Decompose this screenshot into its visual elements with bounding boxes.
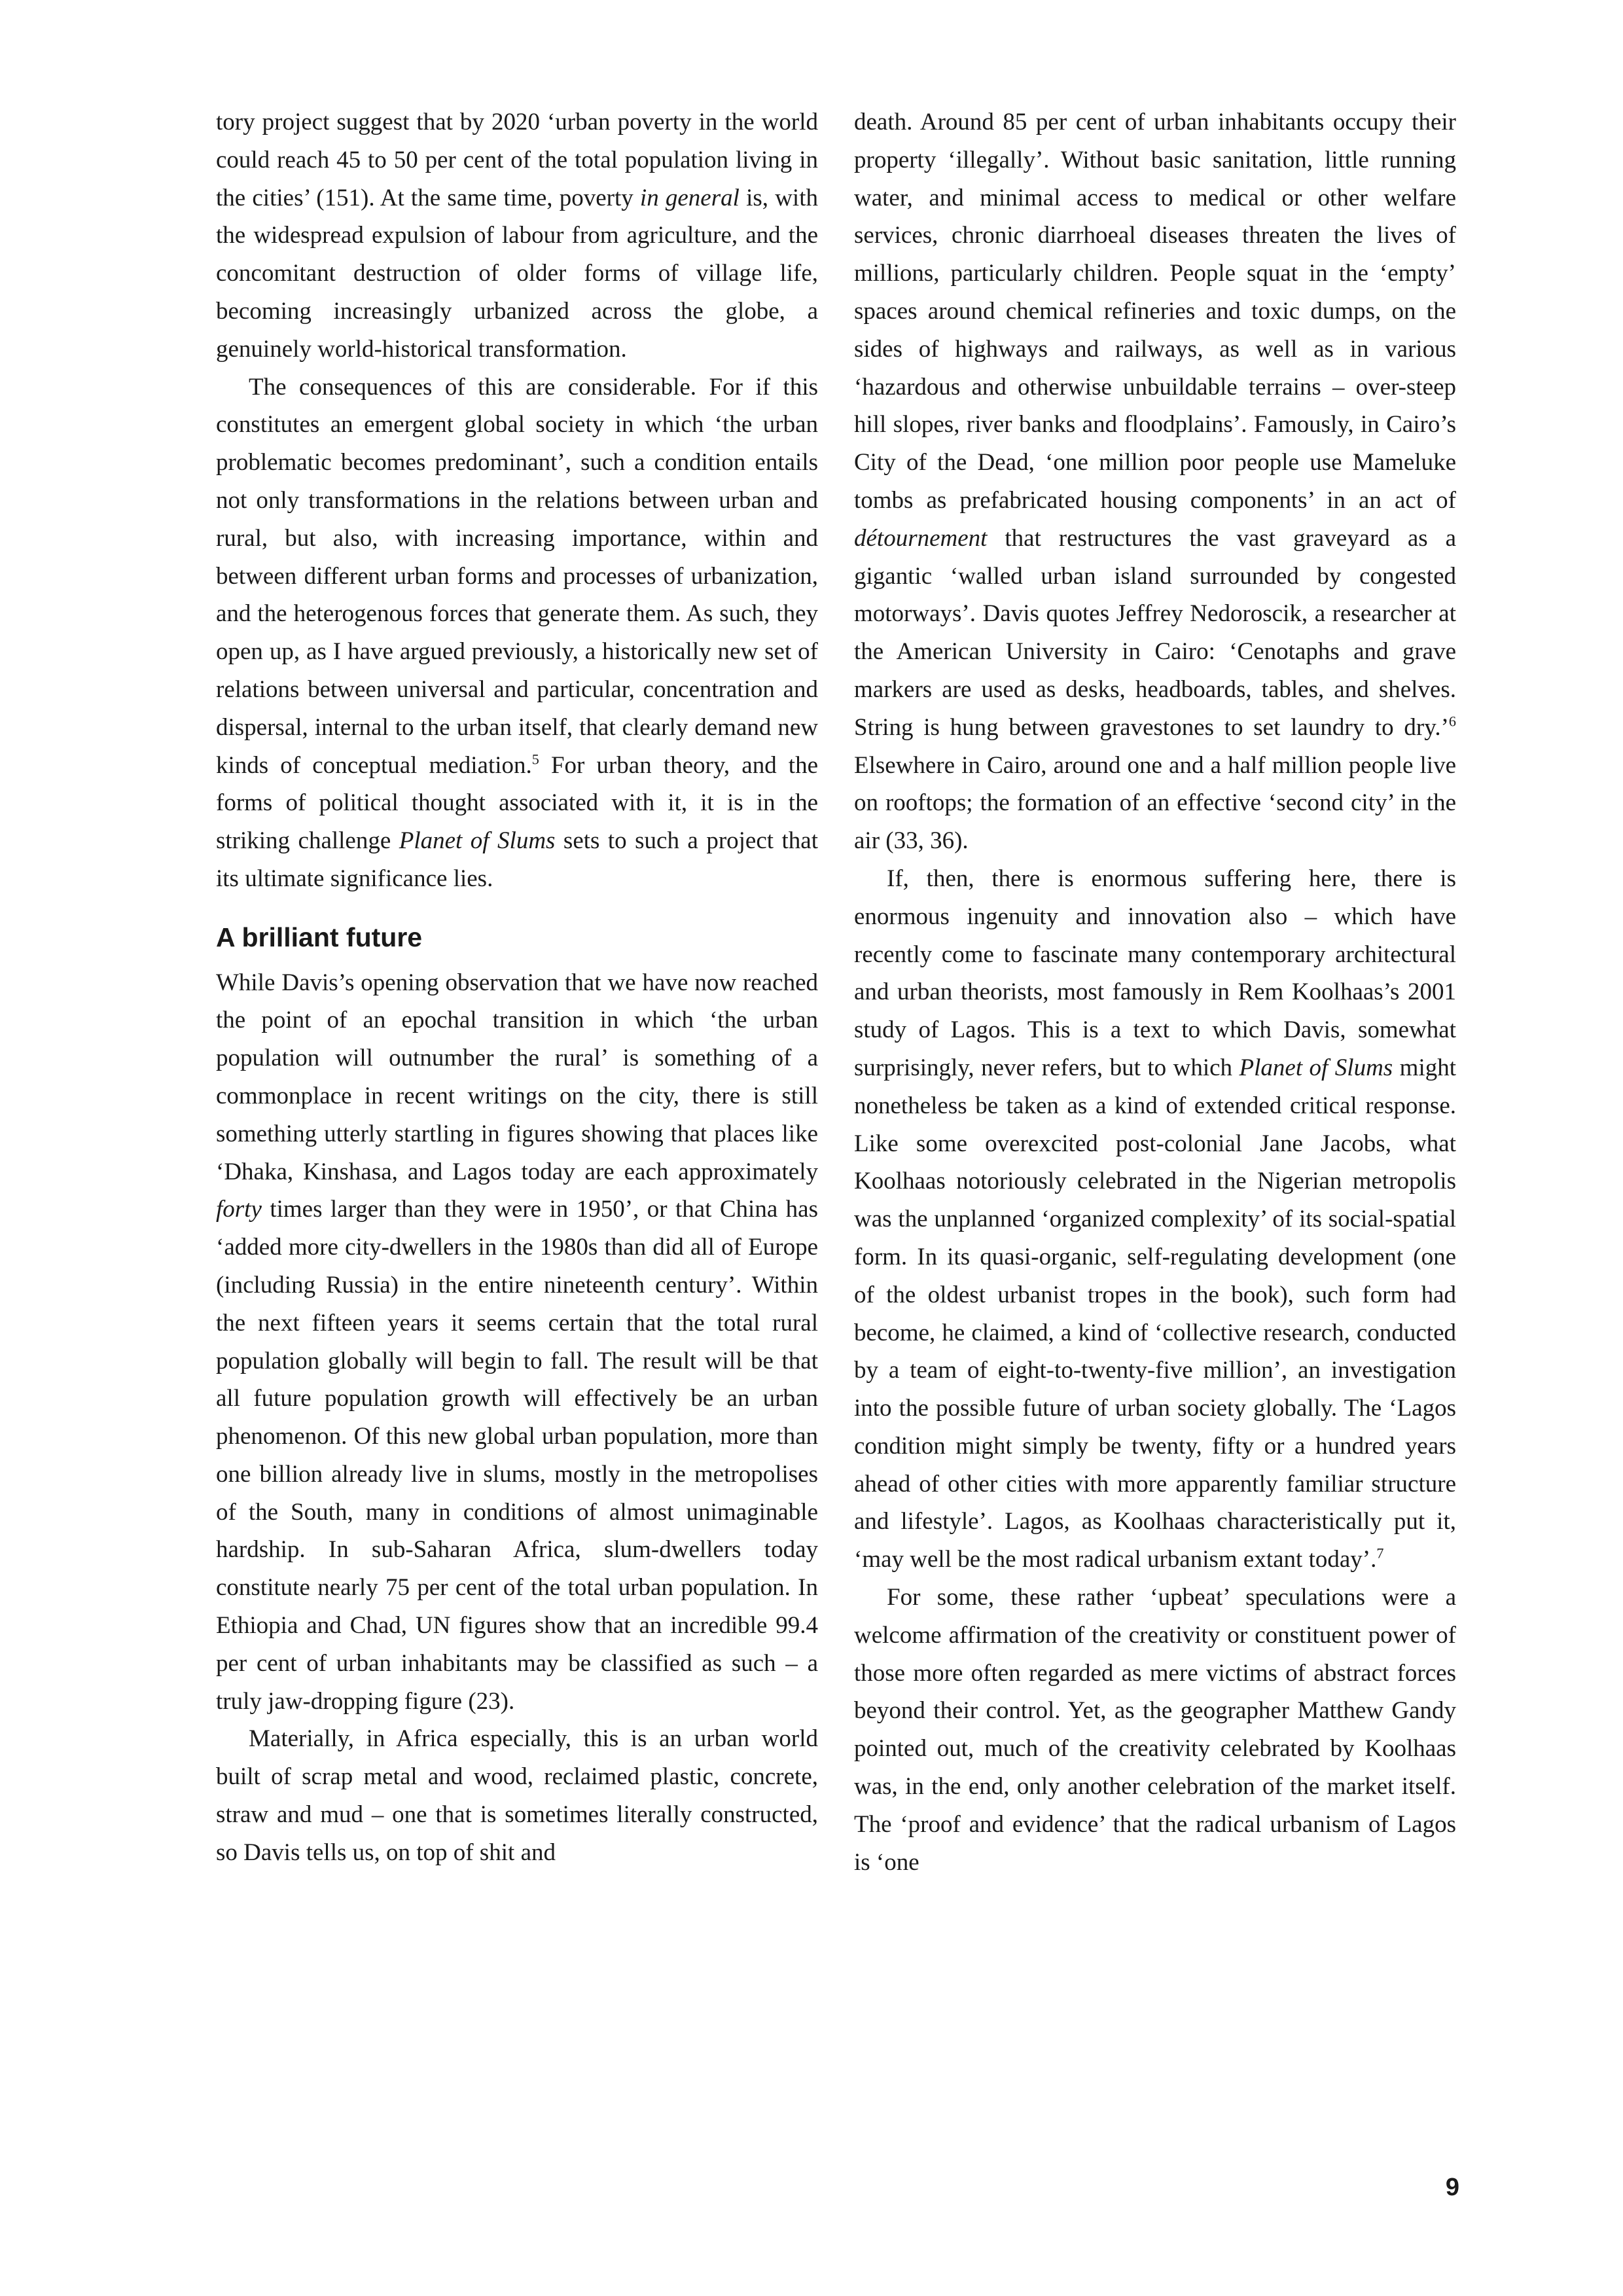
paragraph <box>854 1579 1456 1881</box>
text-run: Materially, in Africa especially, this is an urban world built of scrap metal and wood, reclaimed plastic, concrete, straw and mud – one that is sometimes literally constructed, so Davis tells us, on top of shit and <box>216 1725 818 1866</box>
text-run: sets to such a project that its ultimate significance lies. <box>216 827 818 892</box>
left-column <box>216 103 818 1872</box>
italic-word: détournement <box>854 524 988 552</box>
italic-phrase: in general <box>639 184 740 211</box>
italic-word: forty <box>216 1196 262 1223</box>
text-run: For urban theory, and the forms of political thought associated with it, it is in the striking challenge <box>216 751 818 855</box>
text-run: tory project suggest that by 2020 ‘urban poverty in the world could reach 45 to 50 per cent of the total population living in the cities’ (151). At the same time, poverty <box>216 109 818 211</box>
page-number: 9 <box>1445 2174 1459 2201</box>
text-run: For some, these rather ‘upbeat’ speculations were a welcome affirmation of the creativity or constituent power of those more often regarded as mere victims of abstract forces beyond their control. Yet, as the geographer Matthew Gandy pointed out, much of the creativity celebrated by Koolhaas was, in the end, only another celebration of the market itself. The ‘proof and evidence’ that the radical urbanism of Lagos is ‘one <box>854 1584 1456 1876</box>
paragraph <box>216 964 818 1721</box>
paragraph <box>216 368 818 898</box>
text-run: If, then, there is enormous suffering here, there is enormous ingenuity and innovation also – which have recently come to fascinate many contemporary architectural and urban theorists, most famously in Rem Koolhaas’s 2001 study of Lagos. This is a text to which Davis, somewhat surprisingly, never refers, but to which <box>854 865 1456 1081</box>
text-run: While Davis’s opening observation that we have now reached the point of an epochal transition in which ‘the urban population will outnumber the rural’ is something of a commonplace in recent writings on the city, there is still something utterly startling in figures showing that places like ‘Dhaka, Kinshasa, and Lagos today are each approximately <box>216 969 818 1185</box>
text-run: times larger than they were in 1950’, or that China has ‘added more city-dwellers in the 1980s than did all of Europe (including Russia) in the entire nineteenth century’. Within the next fifteen years it seems certain that the total rural population globally will begin to fall. The result will be that all future population growth will effectively be an urban phenomenon. Of this new global urban population, more than one billion already live in slums, mostly in the metropolises of the South, many in conditions of almost unimaginable hardship. In sub-Saharan Africa, slum-dwellers today constitute nearly 75 per cent of the total urban population. In Ethiopia and Chad, UN figures show that an incredible 99.4 per cent of urban inhabitants may be classified as such – a truly jaw-dropping figure (23). <box>216 1196 818 1715</box>
paragraph-continued <box>216 103 818 368</box>
paragraph <box>854 860 1456 1579</box>
text-run: death. Around 85 per cent of urban inhabitants occupy their property ‘illegally’. Without basic sanitation, little running water, and minimal access to medical or other welfare services, chronic diarrhoeal diseases threaten the lives of millions, particularly children. People squat in the ‘empty’ spaces around chemical refineries and toxic dumps, on the sides of highways and railways, as well as in various ‘hazardous and otherwise unbuildable terrains – over-steep hill slopes, river banks and floodplains’. Famously, in Cairo’s City of the Dead, ‘one million poor people use Mameluke tombs as prefabricated housing components’ in an act of <box>854 109 1456 514</box>
book-title: Planet of Slums <box>399 827 556 855</box>
book-title: Planet of Slums <box>1239 1054 1393 1081</box>
right-column <box>854 103 1456 1881</box>
text-run: is, with the widespread expulsion of labour from agriculture, and the concomitant destruction of older forms of village life, becoming increasingly urbanized across the globe, a genuinely world-historical transformation. <box>216 184 818 363</box>
footnote-marker: 7 <box>1376 1545 1384 1562</box>
text-run: The consequences of this are considerable. For if this constitutes an emergent global society in which ‘the urban problematic becomes predominant’, such a condition entails not only transformations in the relations between urban and rural, but also, with increasing importance, within and between different urban forms and processes of urbanization, and the heterogenous forces that generate them. As such, they open up, as I have argued previously, a historically new set of relations between universal and particular, concentration and dispersal, internal to the urban itself, that clearly demand new kinds of conceptual mediation. <box>216 373 818 779</box>
text-run: Elsewhere in Cairo, around one and a half million people live on rooftops; the formation of an effective ‘second city’ in the air (33, 36). <box>854 751 1456 855</box>
paragraph <box>216 1720 818 1871</box>
paragraph-continued <box>854 103 1456 860</box>
footnote-marker: 5 <box>531 751 539 768</box>
footnote-marker: 6 <box>1448 713 1456 730</box>
text-run: that restructures the vast graveyard as a gigantic ‘walled urban island surrounded by congested motorways’. Davis quotes Jeffrey Nedoroscik, a researcher at the American University in Cairo: ‘Cenotaphs and grave markers are used as desks, headboards, tables, and shelves. String is hung between gravestones to set laundry to dry.’ <box>854 524 1456 741</box>
section-heading: A brilliant future <box>216 922 423 952</box>
text-run: might nonetheless be taken as a kind of extended critical response. Like some overexcited post-colonial Jane Jacobs, what Koolhaas notoriously celebrated in the Nigerian metropolis was the unplanned ‘organized complexity’ of its social-spatial form. In its quasi-organic, self-regulating development (one of the oldest urbanist tropes in the book), such form had become, he claimed, a kind of ‘collective research, conducted by a team of eight-to-twenty-five million’, an investigation into the possible future of urban society globally. The ‘Lagos condition might simply be twenty, fifty or a hundred years ahead of other cities with more apparently familiar structure and lifestyle’. Lagos, as Koolhaas characteristically put it, ‘may well be the most radical urbanism extant today’. <box>854 1054 1457 1573</box>
